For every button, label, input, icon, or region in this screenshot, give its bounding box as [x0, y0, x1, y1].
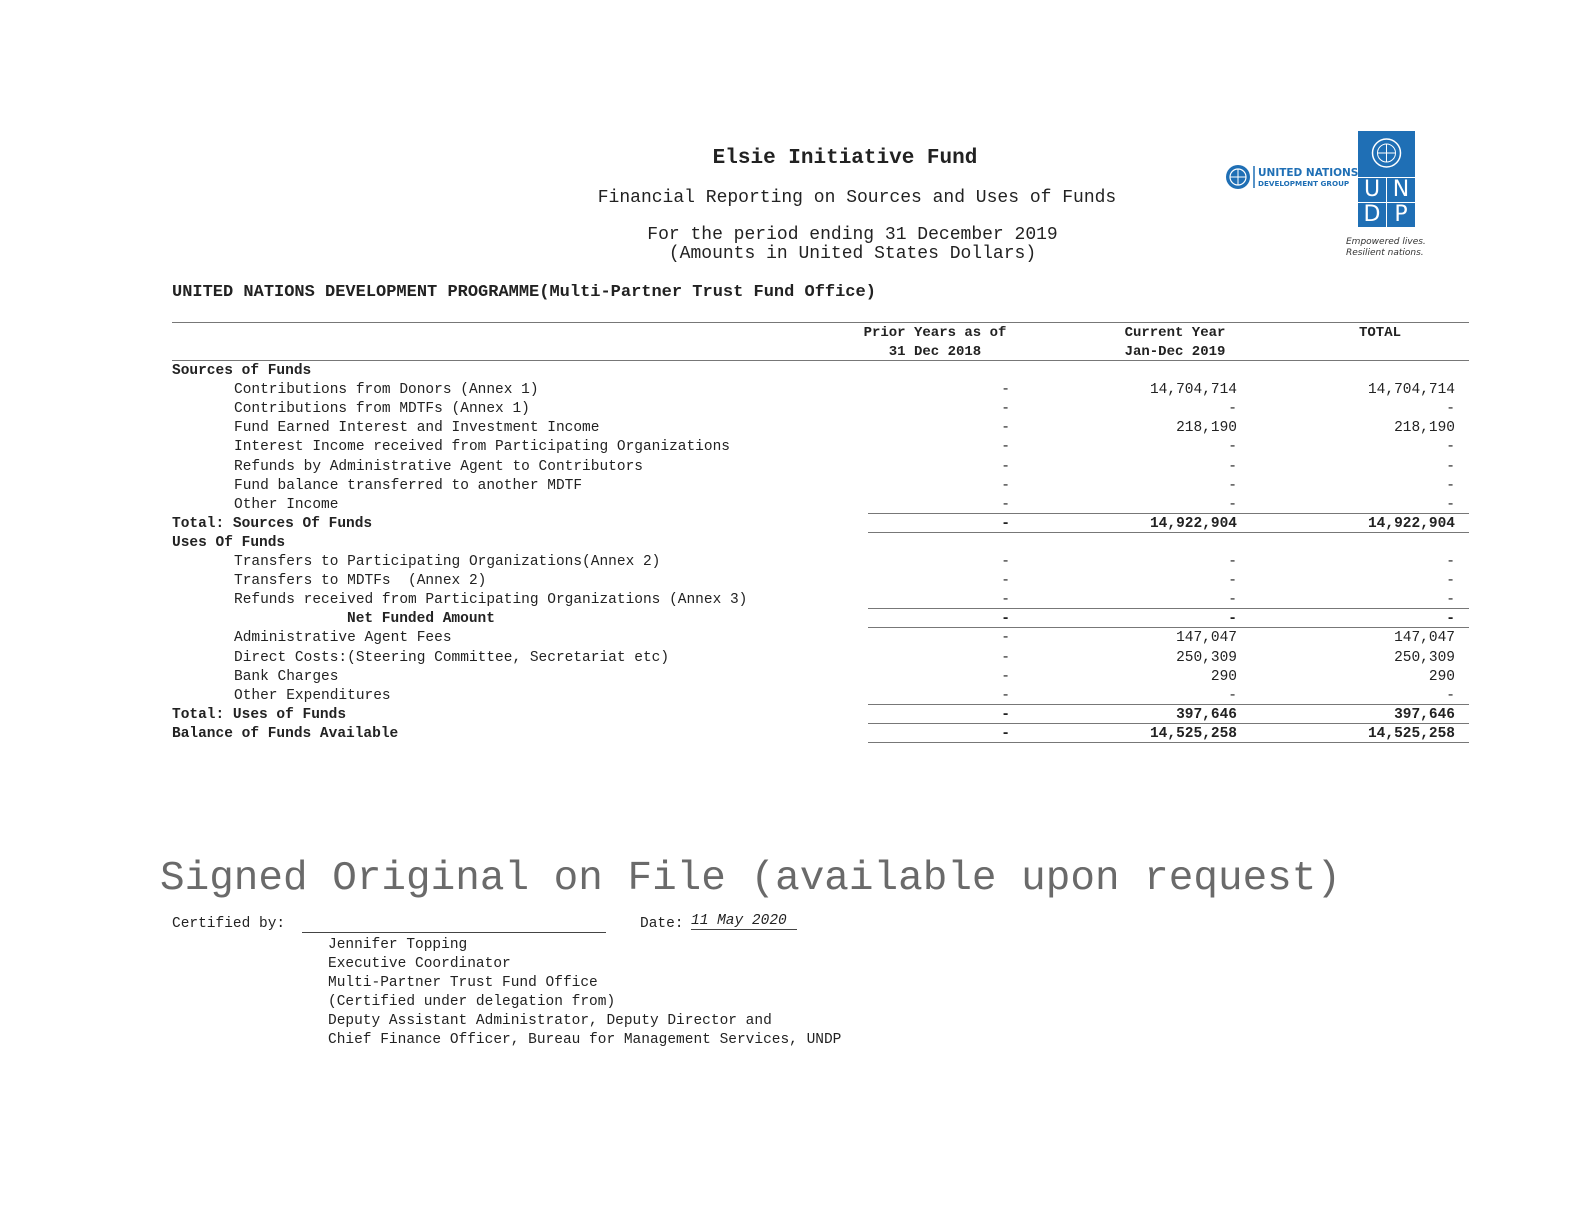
- cell-prior: -: [1001, 668, 1010, 685]
- cell-current: 290: [1210, 668, 1237, 685]
- row-label: Contributions from Donors (Annex 1): [234, 382, 539, 399]
- signatory-block: [328, 936, 841, 1050]
- cell-prior: -: [1001, 420, 1010, 437]
- signatory-line: Jennifer Topping: [328, 937, 468, 953]
- cell-prior: -: [1001, 458, 1010, 475]
- cell-current: 14,525,258: [1149, 725, 1237, 742]
- undp-logo: [1358, 131, 1415, 227]
- signatory-line: (Certified under delegation from): [328, 994, 616, 1010]
- cell-current: 397,646: [1176, 706, 1237, 723]
- certified-by-label: Certified by:: [172, 916, 286, 932]
- row-label: Fund balance transferred to another MDTF: [234, 477, 583, 494]
- cell-prior: -: [1001, 439, 1010, 456]
- cell-total: 14,704,714: [1367, 382, 1455, 399]
- cell-total: 290: [1428, 668, 1455, 685]
- cell-current: -: [1228, 592, 1237, 609]
- row-label: Bank Charges: [234, 668, 339, 685]
- cell-total: 250,309: [1394, 649, 1455, 666]
- row-label: Sources of Funds: [172, 363, 312, 379]
- row-label: Administrative Agent Fees: [234, 630, 452, 647]
- cell-prior: -: [1001, 630, 1010, 647]
- table-row: [0, 458, 1584, 477]
- cell-current: 147,047: [1176, 630, 1237, 647]
- table-row: [0, 400, 1584, 419]
- subtotal-rule: [868, 532, 1469, 533]
- row-label: Net Funded Amount: [347, 611, 495, 628]
- date-label: Date:: [640, 916, 684, 932]
- row-label: Balance of Funds Available: [172, 725, 399, 742]
- cell-prior: -: [1001, 496, 1010, 513]
- signatory-line: Multi-Partner Trust Fund Office: [328, 975, 598, 991]
- cell-current: 250,309: [1176, 649, 1237, 666]
- row-label: Other Expenditures: [234, 687, 391, 704]
- table-row: [0, 381, 1584, 400]
- subtotal-rule: [868, 608, 1469, 609]
- signed-original-note: Signed Original on File (available upon request): [160, 856, 1341, 902]
- cell-current: -: [1228, 477, 1237, 494]
- cell-prior: -: [1001, 592, 1010, 609]
- cell-prior: -: [1001, 687, 1010, 704]
- subtotal-rule: [868, 742, 1469, 743]
- tagline-line: Empowered lives.: [1346, 237, 1426, 247]
- row-label: Total: Uses of Funds: [172, 706, 347, 723]
- cell-prior: -: [1001, 611, 1010, 628]
- row-label: Uses Of Funds: [172, 534, 286, 551]
- cell-total: -: [1446, 401, 1455, 418]
- row-label: Direct Costs:(Steering Committee, Secretariat etc): [234, 649, 670, 666]
- cell-prior: -: [1001, 401, 1010, 418]
- cell-total: 147,047: [1394, 630, 1455, 647]
- cell-current: -: [1228, 439, 1237, 456]
- cell-prior: -: [1001, 382, 1010, 399]
- cell-current: -: [1228, 611, 1237, 628]
- organization-heading: UNITED NATIONS DEVELOPMENT PROGRAMME(Multi-Partner Trust Fund Office): [172, 283, 876, 302]
- table-top-rule: [172, 322, 1469, 323]
- signatory-line: Deputy Assistant Administrator, Deputy Director and: [328, 1013, 772, 1029]
- cell-total: 218,190: [1394, 420, 1455, 437]
- table-row: [0, 362, 1584, 381]
- cell-total: -: [1446, 458, 1455, 475]
- cell-current: -: [1228, 458, 1237, 475]
- period-line: For the period ending 31 December 2019: [647, 225, 1058, 245]
- date-value: 11 May 2020: [691, 913, 797, 930]
- cell-total: -: [1446, 592, 1455, 609]
- cell-total: 14,922,904: [1367, 515, 1455, 532]
- row-label: Other Income: [234, 496, 339, 513]
- table-row: [0, 668, 1584, 687]
- cell-total: -: [1446, 439, 1455, 456]
- table-row: [0, 419, 1584, 438]
- cell-total: 14,525,258: [1367, 725, 1455, 742]
- cell-prior: -: [1001, 554, 1010, 570]
- signature-line: [302, 932, 606, 933]
- row-label: Transfers to MDTFs (Annex 2): [234, 573, 487, 590]
- cell-prior: -: [1001, 649, 1010, 666]
- column-header-prior: [850, 324, 1020, 362]
- cell-current: -: [1228, 687, 1237, 704]
- subtotal-rule: [868, 723, 1469, 724]
- column-header-line: 31 Dec 2018: [888, 344, 982, 360]
- cell-total: -: [1446, 554, 1455, 570]
- cell-total: 397,646: [1394, 706, 1455, 723]
- un-wreath-icon: [1358, 131, 1415, 175]
- table-row: [0, 553, 1584, 572]
- undp-tagline: [1346, 237, 1426, 259]
- table-row: [0, 438, 1584, 457]
- report-title: Elsie Initiative Fund: [712, 147, 978, 170]
- undp-letter: D: [1363, 202, 1381, 227]
- un-emblem-icon: [1224, 163, 1364, 191]
- signatory-line: Chief Finance Officer, Bureau for Management Services, UNDP: [328, 1032, 842, 1048]
- subtotal-rule: [868, 627, 1469, 628]
- row-label: Refunds received from Participating Organizations (Annex 3): [234, 592, 748, 609]
- cell-total: -: [1446, 496, 1455, 513]
- undp-letter: P: [1394, 202, 1408, 227]
- tagline-line: Resilient nations.: [1346, 248, 1424, 258]
- column-header-line: Current Year: [1124, 325, 1226, 341]
- cell-current: 14,922,904: [1149, 515, 1237, 532]
- column-header-current: [1090, 324, 1260, 362]
- column-header-line: Jan-Dec 2019: [1124, 344, 1226, 360]
- cell-prior: -: [1001, 573, 1010, 590]
- table-row: [0, 534, 1584, 553]
- report-subtitle: Financial Reporting on Sources and Uses of Funds: [597, 188, 1117, 208]
- cell-current: -: [1228, 554, 1237, 570]
- cell-current: -: [1228, 496, 1237, 513]
- subtotal-rule: [868, 704, 1469, 705]
- row-label: Contributions from MDTFs (Annex 1): [234, 401, 530, 418]
- cell-current: -: [1228, 401, 1237, 418]
- table-row: [0, 477, 1584, 496]
- cell-prior: -: [1001, 725, 1010, 742]
- cell-total: -: [1446, 477, 1455, 494]
- cell-prior: -: [1001, 515, 1010, 532]
- cell-prior: -: [1001, 706, 1010, 723]
- undp-letter: U: [1363, 177, 1381, 202]
- cell-total: -: [1446, 611, 1455, 628]
- subtotal-rule: [868, 513, 1469, 514]
- cell-current: -: [1228, 573, 1237, 590]
- column-header-line: Prior Years as of: [863, 325, 1007, 341]
- cell-total: -: [1446, 687, 1455, 704]
- undg-logo: [1224, 163, 1364, 196]
- undp-letter: N: [1392, 177, 1410, 202]
- signatory-line: Executive Coordinator: [328, 956, 511, 972]
- row-label: Fund Earned Interest and Investment Income: [234, 420, 600, 437]
- table-row: [0, 649, 1584, 668]
- row-label: Refunds by Administrative Agent to Contributors: [234, 458, 643, 475]
- cell-total: -: [1446, 573, 1455, 590]
- row-label: Total: Sources Of Funds: [172, 515, 373, 532]
- row-label: Transfers to Participating Organizations(Annex 2): [234, 554, 661, 570]
- currency-line: (Amounts in United States Dollars): [668, 244, 1037, 264]
- cell-current: 14,704,714: [1149, 382, 1237, 399]
- undg-line2: DEVELOPMENT GROUP: [1258, 179, 1350, 188]
- undg-line1: UNITED NATIONS: [1258, 167, 1359, 179]
- table-header-rule: [172, 360, 1469, 361]
- cell-prior: -: [1001, 477, 1010, 494]
- table-row: [0, 572, 1584, 591]
- cell-current: 218,190: [1176, 420, 1237, 437]
- column-header-total: TOTAL: [1358, 325, 1401, 341]
- table-row: [0, 629, 1584, 648]
- row-label: Interest Income received from Participating Organizations: [234, 439, 730, 456]
